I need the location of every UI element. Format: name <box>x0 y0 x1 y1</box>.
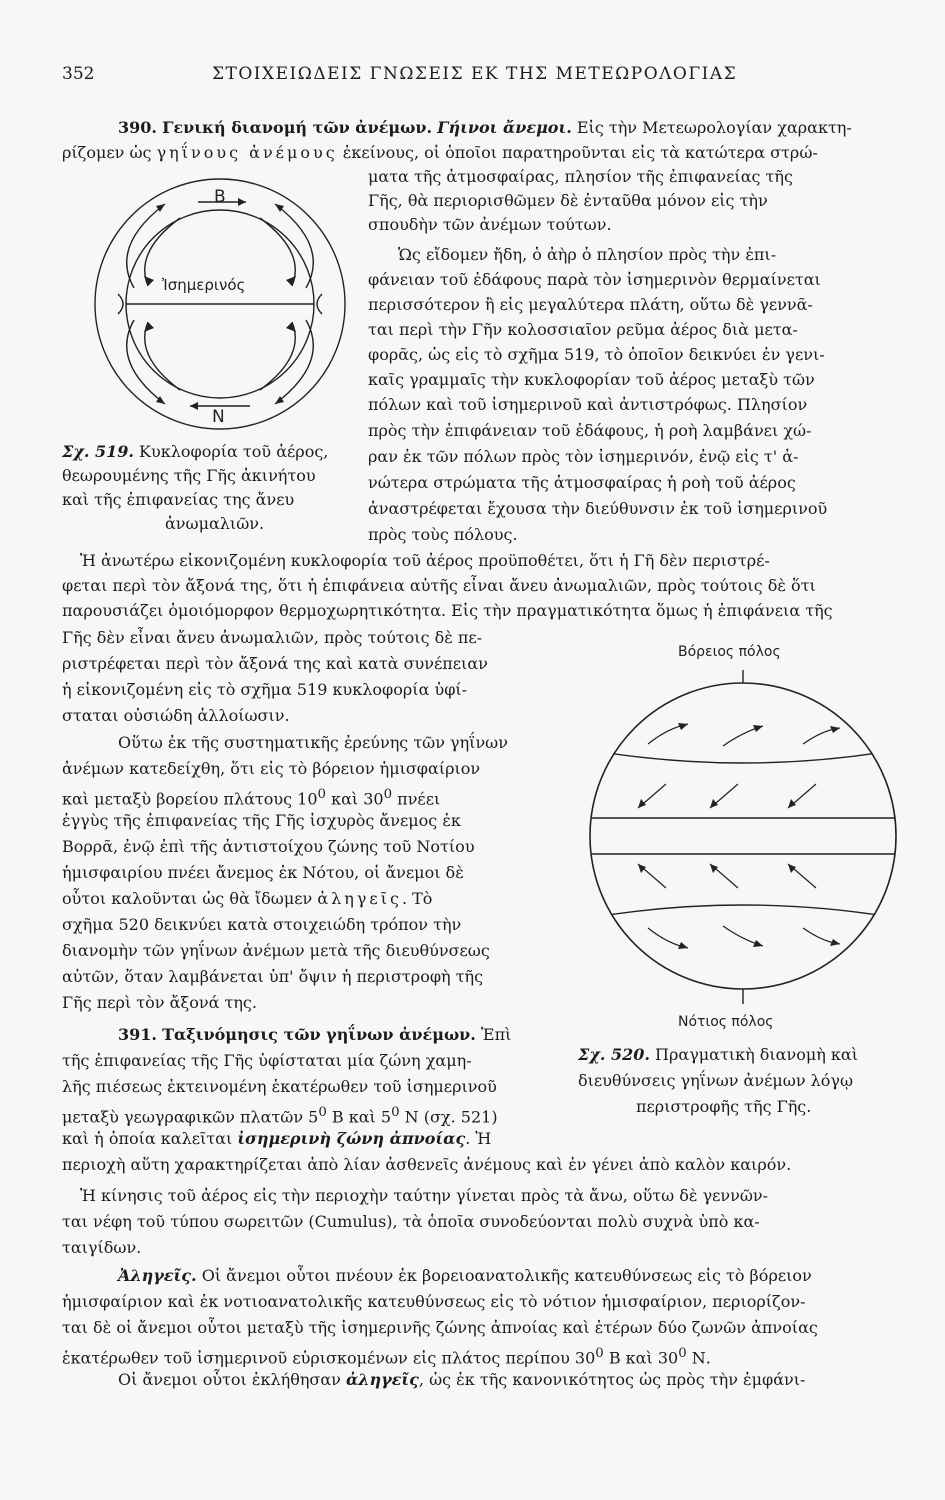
arrow-head <box>144 276 154 286</box>
section-391-line-1: 391. Ταξινόμησις τῶν γηΐνων ἀνέμων. Ἐπὶ <box>118 1025 512 1044</box>
paragraph-line: ται νέφη τοῦ τύπου σωρειτῶν (Cumulus), τὰ ὁποῖα συνοδεύονται πολὺ συχνὰ ὑπὸ κα- <box>62 1212 760 1231</box>
figure-519-caption-line: καὶ τῆς ἐπιφανείας της ἄνευ <box>62 490 295 509</box>
figure-519-label-north: Β <box>214 187 226 207</box>
paragraph-line: Οὕτω ἐκ τῆς συστηματικῆς ἐρεύνης τῶν γηΐνων <box>118 733 508 752</box>
paragraph-line: νώτερα στρώματα τῆς ἀτμοσφαίρας ἡ ροὴ τοῦ ἀέρος <box>368 473 796 492</box>
arrow-head <box>678 942 688 949</box>
paragraph-line: περιοχὴ αὕτη χαρακτηρίζεται ἀπὸ λίαν ἀσθενεῖς ἀνέμους καὶ ἐν γένει ἀπὸ καλὸν καιρόν. <box>62 1155 792 1174</box>
figure-519-caption-line-1: Σχ. 519. Κυκλοφορία τοῦ ἀέρος, <box>62 442 329 461</box>
paragraph-line: σταται οὐσιώδη ἀλλοίωσιν. <box>62 706 290 725</box>
page-number: 352 <box>62 64 95 84</box>
circulation-curve <box>145 322 180 390</box>
running-header <box>62 64 908 94</box>
spaced-term: ἀληγεῖς <box>317 889 402 908</box>
figure-519-diagram <box>70 176 370 432</box>
paragraph-line: ἡμισφαίριον καὶ ἐκ νοτιοανατολικῆς κατευθύνσεως εἰς τὸ νότιον ἡμισφαίριον, περιορίζον- <box>62 1292 806 1311</box>
paragraph-line: Γῆς περὶ τὸν ἄξονά της. <box>62 993 257 1012</box>
paragraph-line: Οἱ ἄνεμοι οὗτοι ἐκλήθησαν ἀληγεῖς, ὡς ἐκ τῆς κανονικότητος ὡς πρὸς τὴν ἐμφάνι- <box>118 1370 806 1389</box>
paragraph-line: παρουσιάζει ὁμοιόμορφον θερμοχωρητικότητα. Εἰς τὴν πραγματικότητα ὅμως ἡ ἐπιφάνεια τῆς <box>62 601 833 620</box>
arrow-head <box>638 864 646 873</box>
arrow-head <box>710 799 718 808</box>
arrow-head <box>286 322 296 332</box>
alizes-line-1: Ἀληγεῖς. Οἱ ἄνεμοι οὗτοι πνέουν ἐκ βορειοανατολικῆς κατευθύνσεως εἰς τὸ βόρειον <box>118 1266 812 1285</box>
paragraph-line: ἀναστρέφεται ἔχουσα τὴν διεύθυνσιν ἐκ τοῦ ἰσημερινοῦ <box>368 499 828 518</box>
paragraph-line: ματα τῆς ἀτμοσφαίρας, πλησίον τῆς ἐπιφανείας τῆς <box>368 167 793 186</box>
paragraph-line: Γῆς, θὰ περιορισθῶμεν δὲ ἐνταῦθα μόνον εἰς τὴν <box>368 191 768 210</box>
arrow-head <box>678 723 688 730</box>
paragraph-line: Βορρᾶ, ἐνῷ ἐπὶ τῆς ἀντιστοίχου ζώνης τοῦ Νοτίου <box>62 837 475 856</box>
section-390-line-2: ρίζομεν ὡς γηΐνους ἀνέμους ἐκείνους, οἱ ὁποῖοι παρατηροῦνται εἰς τὰ κατώτερα στρώ- <box>62 143 818 162</box>
figure-520-caption-line-1: Σχ. 520. Πραγματικὴ διανομὴ καὶ <box>578 1045 858 1064</box>
paragraph-line: φεται περὶ τὸν ἄξονά της, ὅτι ἡ ἐπιφάνεια αὐτῆς εἶναι ἄνευ ἀνωμαλιῶν, πρὸς τούτοις δὲ ὅτι <box>62 576 816 595</box>
paragraph-line: Ἡ ἀνωτέρω εἰκονιζομένη κυκλοφορία τοῦ ἀέρος προϋποθέτει, ὅτι ἡ Γῆ δὲν περιστρέ- <box>80 551 770 570</box>
paragraph-line: Γῆς δὲν εἶναι ἄνευ ἀνωμαλιῶν, πρὸς τούτοις δὲ πε- <box>62 628 483 647</box>
arrow-head <box>788 799 796 808</box>
paragraph-line: καὶ ἡ ὁποία καλεῖται ἰσημερινὴ ζώνη ἀπνοίας. Ἡ <box>62 1129 492 1148</box>
figure-519-caption-line: θεωρουμένης τῆς Γῆς ἀκινήτου <box>62 466 316 485</box>
arrow-head <box>286 276 296 286</box>
circulation-curve <box>118 294 123 314</box>
section-390-title: Γενική διανομή τῶν ἀνέμων. <box>162 118 433 137</box>
paragraph-line: μεταξὺ γεωγραφικῶν πλατῶν $5^0$ Β καὶ $5^0$ Ν (σχ. 521) <box>62 1105 498 1127</box>
circulation-curve <box>260 322 295 390</box>
arrow-head <box>710 864 718 873</box>
paragraph-line: φορᾶς, ὡς εἰς τὸ σχῆμα 519, τὸ ὁποῖον δεικνύει ἐν γενι- <box>368 345 825 364</box>
paragraph-line: περισσότερον ἢ εἰς μεγαλύτερα πλάτη, οὕτω δὲ γεννᾶ- <box>368 295 813 314</box>
paragraph-line: σπουδὴν τῶν ἀνέμων τούτων. <box>368 215 612 234</box>
paragraph-line: φάνειαν τοῦ ἐδάφους παρὰ τὸν ἰσημερινὸν θερμαίνεται <box>368 270 821 289</box>
section-391-number: 391. <box>118 1025 157 1044</box>
circulation-curve <box>260 218 295 286</box>
paragraph-line: διανομὴν τῶν γηΐνων ἀνέμων μετὰ τῆς διευθύνσεως <box>62 941 490 960</box>
figure-519-caption-line: ἀνωμαλιῶν. <box>165 514 265 533</box>
paragraph-line: ἀνέμων κατεδείχθη, ὅτι εἰς τὸ βόρειον ἡμισφαίριον <box>62 759 481 778</box>
paragraph-line: Ὡς εἴδομεν ἤδη, ὁ ἀὴρ ὁ πλησίον πρὸς τὴν ἐπι- <box>398 245 777 264</box>
paragraph-line: πόλων καὶ τοῦ ἰσημερινοῦ καὶ ἀντιστρόφως. Πλησίον <box>368 395 808 414</box>
arrow-head <box>753 725 763 732</box>
running-title: ΣΤΟΙΧΕΙΩΔΕΙΣ ΓΝΩΣΕΙΣ ΕΚ ΤΗΣ ΜΕΤΕΩΡΟΛΟΓΙΑΣ <box>212 64 738 84</box>
figure-520-diagram <box>578 636 898 1036</box>
paragraph-line: ριστρέφεται περὶ τὸν ἄξονά της καὶ κατὰ συνέπειαν <box>62 654 488 673</box>
arrow-head <box>753 940 763 947</box>
paragraph-line: ταιγίδων. <box>62 1238 142 1257</box>
paragraph-line: ἡμισφαιρίου πνέει ἄνεμος ἐκ Νότου, οἱ ἄνεμοι δὲ <box>62 863 464 882</box>
arrow-head <box>638 799 646 808</box>
figure-520-caption-line: περιστροφῆς τῆς Γῆς. <box>636 1097 812 1116</box>
paragraph-line: ἐγγὺς τῆς ἐπιφανείας τῆς Γῆς ἰσχυρὸς ἄνεμος ἐκ <box>62 811 461 830</box>
paragraph-line: σχῆμα 520 δεικνύει κατὰ στοιχειώδη τρόπον τὴν <box>62 915 462 934</box>
paragraph-line: ται δὲ οἱ ἄνεμοι οὗτοι μεταξὺ τῆς ἰσημερινῆς ζώνης ἀπνοίας καὶ ἑτέρων δύο ζωνῶν ἀπνοίας <box>62 1318 818 1337</box>
paragraph-line: ται περὶ τὴν Γῆν κολοσσιαῖον ρεῦμα ἀέρος διὰ μετα- <box>368 320 798 339</box>
key-term: ἀληγεῖς <box>345 1370 419 1389</box>
arrow-head <box>238 198 246 206</box>
latitude-zone-line <box>578 905 898 920</box>
figure-520-caption-line: διευθύνσεις γηΐνων ἀνέμων λόγῳ <box>578 1071 854 1090</box>
paragraph-line: ἑκατέρωθεν τοῦ ἰσημερινοῦ εὑρισκομένων εἰς πλάτος περίπου $30^0$ Β καὶ $30^0$ Ν. <box>62 1346 711 1368</box>
paragraph-line: Ἡ κίνησις τοῦ ἀέρος εἰς τὴν περιοχὴν ταύτην γίνεται πρὸς τὰ ἄνω, οὕτω δὲ γεννῶν- <box>80 1186 769 1205</box>
spaced-term: γηΐνους ἀνέμους <box>156 143 338 162</box>
section-390-line-1: 390. Γενική διανομή τῶν ἀνέμων. Γήινοι ἄνεμοι. Εἰς τὴν Μετεωρολογίαν χαρακτη- <box>118 118 852 137</box>
alizes-term: Ἀληγεῖς. <box>118 1266 197 1285</box>
figure-519-caption-number: Σχ. 519. <box>62 442 134 461</box>
paragraph-line: ἡ εἰκονιζομένη εἰς τὸ σχῆμα 519 κυκλοφορία ὑφί- <box>62 680 468 699</box>
figure-519-label-equator: Ἰσημερινός <box>162 276 246 294</box>
arrow-head <box>830 939 840 946</box>
key-term: ἰσημερινὴ ζώνη ἀπνοίας <box>237 1129 466 1148</box>
paragraph-line: πρὸς τὴν ἐπιφάνειαν τοῦ ἐδάφους, ἡ ροὴ λαμβάνει χώ- <box>368 421 812 440</box>
section-391-title: Ταξινόμησις τῶν γηΐνων ἀνέμων. <box>162 1025 476 1044</box>
paragraph-line: καῖς γραμμαῖς τὴν κυκλοφορίαν τοῦ ἀέρος μεταξὺ τῶν <box>368 370 815 389</box>
paragraph-line: πρὸς τοὺς πόλους. <box>368 525 518 544</box>
figure-519-label-south: Ν <box>212 407 225 427</box>
section-390-subtitle: Γήινοι ἄνεμοι. <box>437 118 572 137</box>
circulation-curve <box>317 294 322 314</box>
figure-520-globe <box>590 683 896 989</box>
latitude-zone-line <box>578 748 898 763</box>
figure-520-label-south-pole: Νότιος πόλος <box>678 1014 774 1030</box>
arrow-head <box>190 402 198 410</box>
section-390-number: 390. <box>118 118 157 137</box>
paragraph-line: λῆς πιέσεως ἐκτεινομένη ἑκατέρωθεν τοῦ ἰσημερινοῦ <box>62 1077 497 1096</box>
arrow-head <box>144 322 154 332</box>
paragraph-line-latitudes: καὶ μεταξὺ βορείου πλάτους $10^0$ καὶ $30^0$ πνέει <box>62 787 441 809</box>
paragraph-line: αὐτῶν, ὅταν λαμβάνεται ὑπ' ὄψιν ἡ περιστροφὴ τῆς <box>62 967 484 986</box>
paragraph-line: οὗτοι καλοῦνται ὡς θὰ ἴδωμεν ἀληγεῖς. Τὸ <box>62 889 433 908</box>
figure-520-label-north-pole: Βόρειος πόλος <box>678 644 781 660</box>
paragraph-line: τῆς ἐπιφανείας τῆς Γῆς ὑφίσταται μία ζώνη χαμη- <box>62 1051 472 1070</box>
paragraph-line: ραν ἐκ τῶν πόλων πρὸς τὸν ἰσημερινόν, ἐνῷ εἰς τ' ἀ- <box>368 447 799 466</box>
figure-520-caption-number: Σχ. 520. <box>578 1045 650 1064</box>
arrow-head <box>830 726 840 733</box>
arrow-head <box>788 864 796 873</box>
